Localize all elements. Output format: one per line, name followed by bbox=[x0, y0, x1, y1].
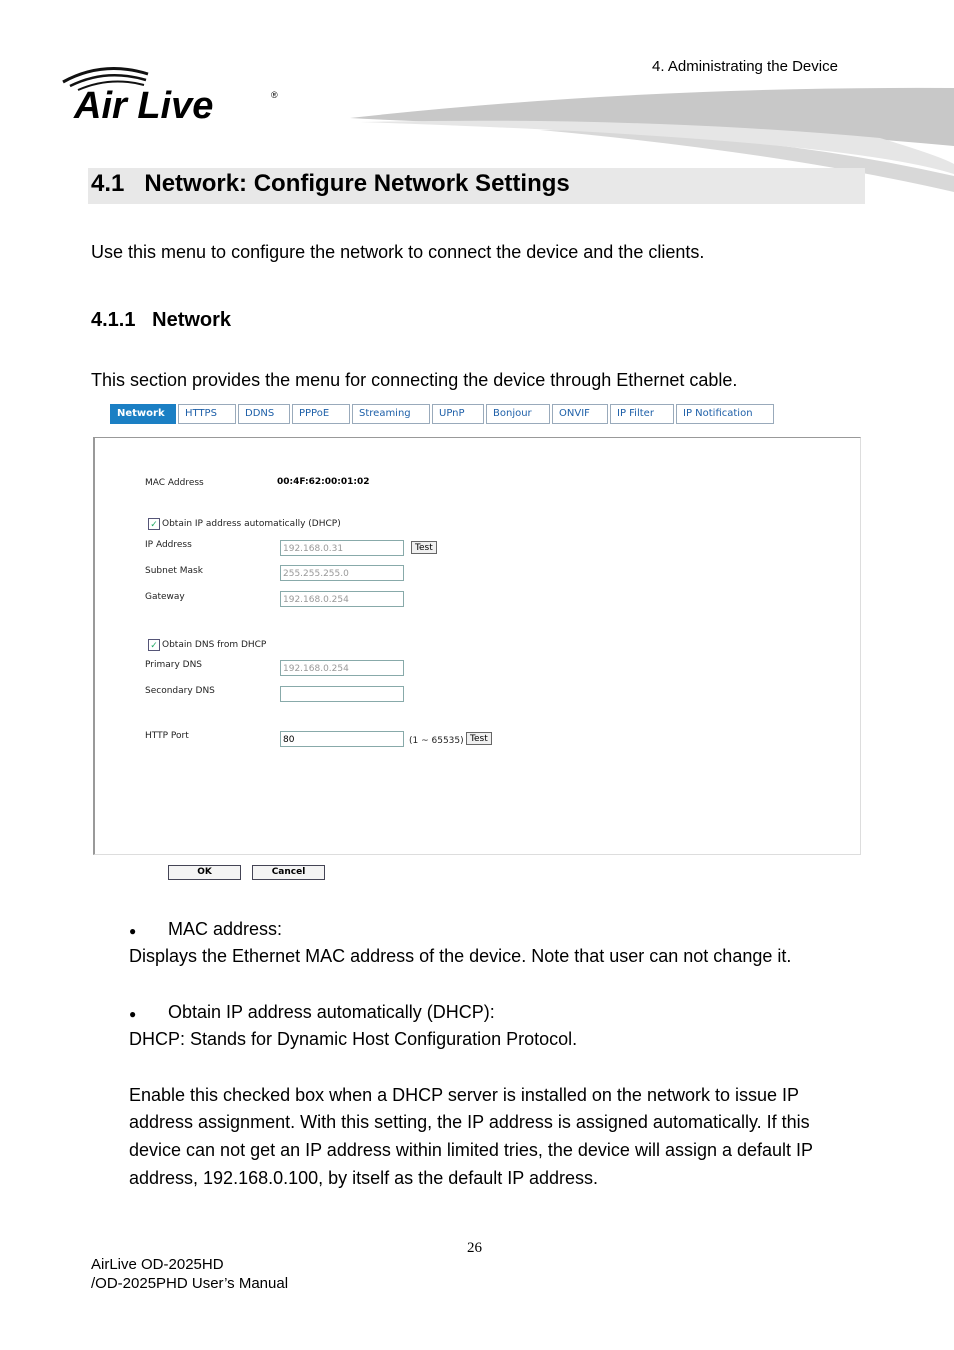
subnet-mask-input[interactable]: 255.255.255.0 bbox=[280, 565, 404, 581]
svg-text:Air Live: Air Live bbox=[74, 85, 214, 127]
subsection-intro: This section provides the menu for connecting the device through Ethernet cable. bbox=[91, 370, 738, 390]
tab-bonjour[interactable]: Bonjour bbox=[486, 404, 550, 424]
footer-line: AirLive OD-2025HD bbox=[91, 1256, 224, 1273]
airlive-logo bbox=[58, 58, 288, 128]
section-intro: Use this menu to configure the network to connect the device and the clients. bbox=[91, 242, 705, 262]
bullet-dot: ● bbox=[129, 1007, 137, 1021]
http-port-test-button[interactable]: Test bbox=[466, 732, 492, 745]
primary-dns-input[interactable]: 192.168.0.254 bbox=[280, 660, 404, 676]
dhcp-paragraph-line: device can not get an IP address within limited tries, the device will assign a default IP bbox=[129, 1140, 814, 1160]
tab-streaming[interactable]: Streaming bbox=[352, 404, 430, 424]
dns-dhcp-checkbox-label: Obtain DNS from DHCP bbox=[162, 640, 267, 650]
dhcp-paragraph-line: address assignment. With this setting, the IP address is assigned automatically. If this bbox=[129, 1112, 810, 1132]
dhcp-paragraph-line: address, 192.168.0.100, by itself as the default IP address. bbox=[129, 1168, 598, 1188]
bullet-text: DHCP: Stands for Dynamic Host Configuration Protocol. bbox=[129, 1029, 578, 1049]
secondary-dns-label: Secondary DNS bbox=[145, 686, 215, 696]
footer bbox=[91, 1255, 288, 1293]
section-title: 4.1 Network: Configure Network Settings bbox=[91, 170, 570, 197]
tab-onvif[interactable]: ONVIF bbox=[552, 404, 608, 424]
http-port-range: (1 ~ 65535) bbox=[409, 736, 464, 746]
dhcp-paragraph-line: Enable this checked box when a DHCP server is installed on the network to issue IP bbox=[129, 1085, 800, 1105]
tab-ip-notification[interactable]: IP Notification bbox=[676, 404, 774, 424]
page-number: 26 bbox=[467, 1240, 482, 1256]
tab-upnp[interactable]: UPnP bbox=[432, 404, 484, 424]
gateway-label: Gateway bbox=[145, 592, 185, 602]
settings-tabs bbox=[110, 404, 776, 424]
ip-address-input[interactable]: 192.168.0.31 bbox=[280, 540, 404, 556]
subnet-mask-label: Subnet Mask bbox=[145, 566, 203, 576]
dhcp-checkbox[interactable]: ✓ bbox=[148, 518, 160, 530]
tab-network[interactable]: Network bbox=[110, 404, 176, 424]
ip-address-label: IP Address bbox=[145, 540, 192, 550]
gateway-input[interactable]: 192.168.0.254 bbox=[280, 591, 404, 607]
footer-line: /OD-2025PHD User’s Manual bbox=[91, 1275, 289, 1292]
primary-dns-label: Primary DNS bbox=[145, 660, 203, 670]
mac-address-label: MAC Address bbox=[145, 478, 204, 488]
bullet-title: MAC address: bbox=[168, 919, 283, 939]
bullet-title: Obtain IP address automatically (DHCP): bbox=[168, 1002, 495, 1022]
cancel-button[interactable]: Cancel bbox=[252, 865, 325, 880]
ok-button[interactable]: OK bbox=[168, 865, 241, 880]
bullet-dot: ● bbox=[129, 924, 137, 938]
bullet-text: Displays the Ethernet MAC address of the device. Note that user can not change it. bbox=[129, 946, 792, 966]
http-port-label: HTTP Port bbox=[145, 731, 189, 741]
subsection-title: 4.1.1 Network bbox=[91, 309, 232, 331]
ip-test-button[interactable]: Test bbox=[411, 541, 437, 554]
tab-ip-filter[interactable]: IP Filter bbox=[610, 404, 674, 424]
tab-pppoe[interactable]: PPPoE bbox=[292, 404, 350, 424]
dhcp-checkbox-label: Obtain IP address automatically (DHCP) bbox=[162, 519, 341, 529]
dns-dhcp-checkbox[interactable]: ✓ bbox=[148, 639, 160, 651]
tab-ddns[interactable]: DDNS bbox=[238, 404, 290, 424]
secondary-dns-input[interactable] bbox=[280, 686, 404, 702]
chapter-header: 4. Administrating the Device bbox=[652, 58, 838, 75]
svg-text:®: ® bbox=[271, 90, 278, 100]
mac-address-value: 00:4F:62:00:01:02 bbox=[277, 477, 370, 487]
http-port-input[interactable]: 80 bbox=[280, 731, 404, 747]
tab-https[interactable]: HTTPS bbox=[178, 404, 236, 424]
